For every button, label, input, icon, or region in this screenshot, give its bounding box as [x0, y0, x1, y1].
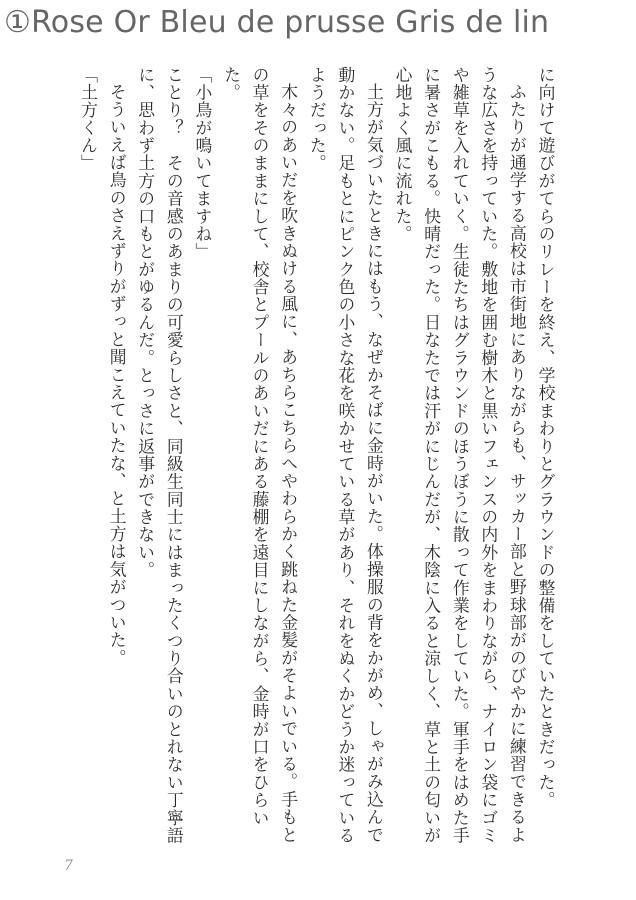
- dialogue-line-1: 「小鳥が鳴いてますね」: [192, 66, 213, 261]
- page-number: 7: [64, 858, 73, 874]
- paragraph-1: に向けて遊びがてらのリレーを終え、学校まわりとグラウンドの整備をしていたときだった。: [536, 66, 556, 809]
- story-body-text: [60, 66, 560, 856]
- paragraph-3: 土方が気づいたときにはもう、なぜかそばに金時がいた。体操服の背をかがめ、しゃがみ込んで動かない。足もとにピンク色の小さな花を咲かせている草があり、それをぬくかどうか迷っているようだった。: [307, 66, 385, 845]
- page-title: ①Rose Or Bleu de prusse Gris de lin: [4, 5, 550, 40]
- paragraph-2: ふたりが通学する高校は市街地にありながらも、サッカー部と野球部がのびやかに練習できるような広さを持っていた。敷地を囲む樹木と黒いフェンスの内外をまわりながら、ナイロン袋にゴミや雑草を入れていく。生徒たちはグラウンドのほうぼうに散って作業をしていた。軍手をはめた手に暑さがこもる。快晴だった。日なたでは汗がにじんだが、木陰に入ると涼しく、草と土の匂いが心地よく風に流れた。: [393, 66, 528, 845]
- paragraph-4: 木々のあいだを吹きぬける風に、あちらこちらへやわらかく跳ねた金髪がそよいでいる。手もとの草をそのままにして、校舎とプールのあいだにある藤棚を遠目にしながら、金時が口をひらいた。: [221, 66, 299, 844]
- paragraph-6: そういえば鳥のさえずりがずっと聞こえていたな、と土方は気がついた。: [107, 82, 128, 667]
- paragraph-5: ことり？ その音感のあまりの可愛らしさと、同級生同士にはまったくつり合いのとれない丁寧語に、思わず土方の口もとがゆるんだ。とっさに返事ができない。: [135, 66, 185, 845]
- dialogue-line-2: 「土方くん」: [78, 66, 99, 173]
